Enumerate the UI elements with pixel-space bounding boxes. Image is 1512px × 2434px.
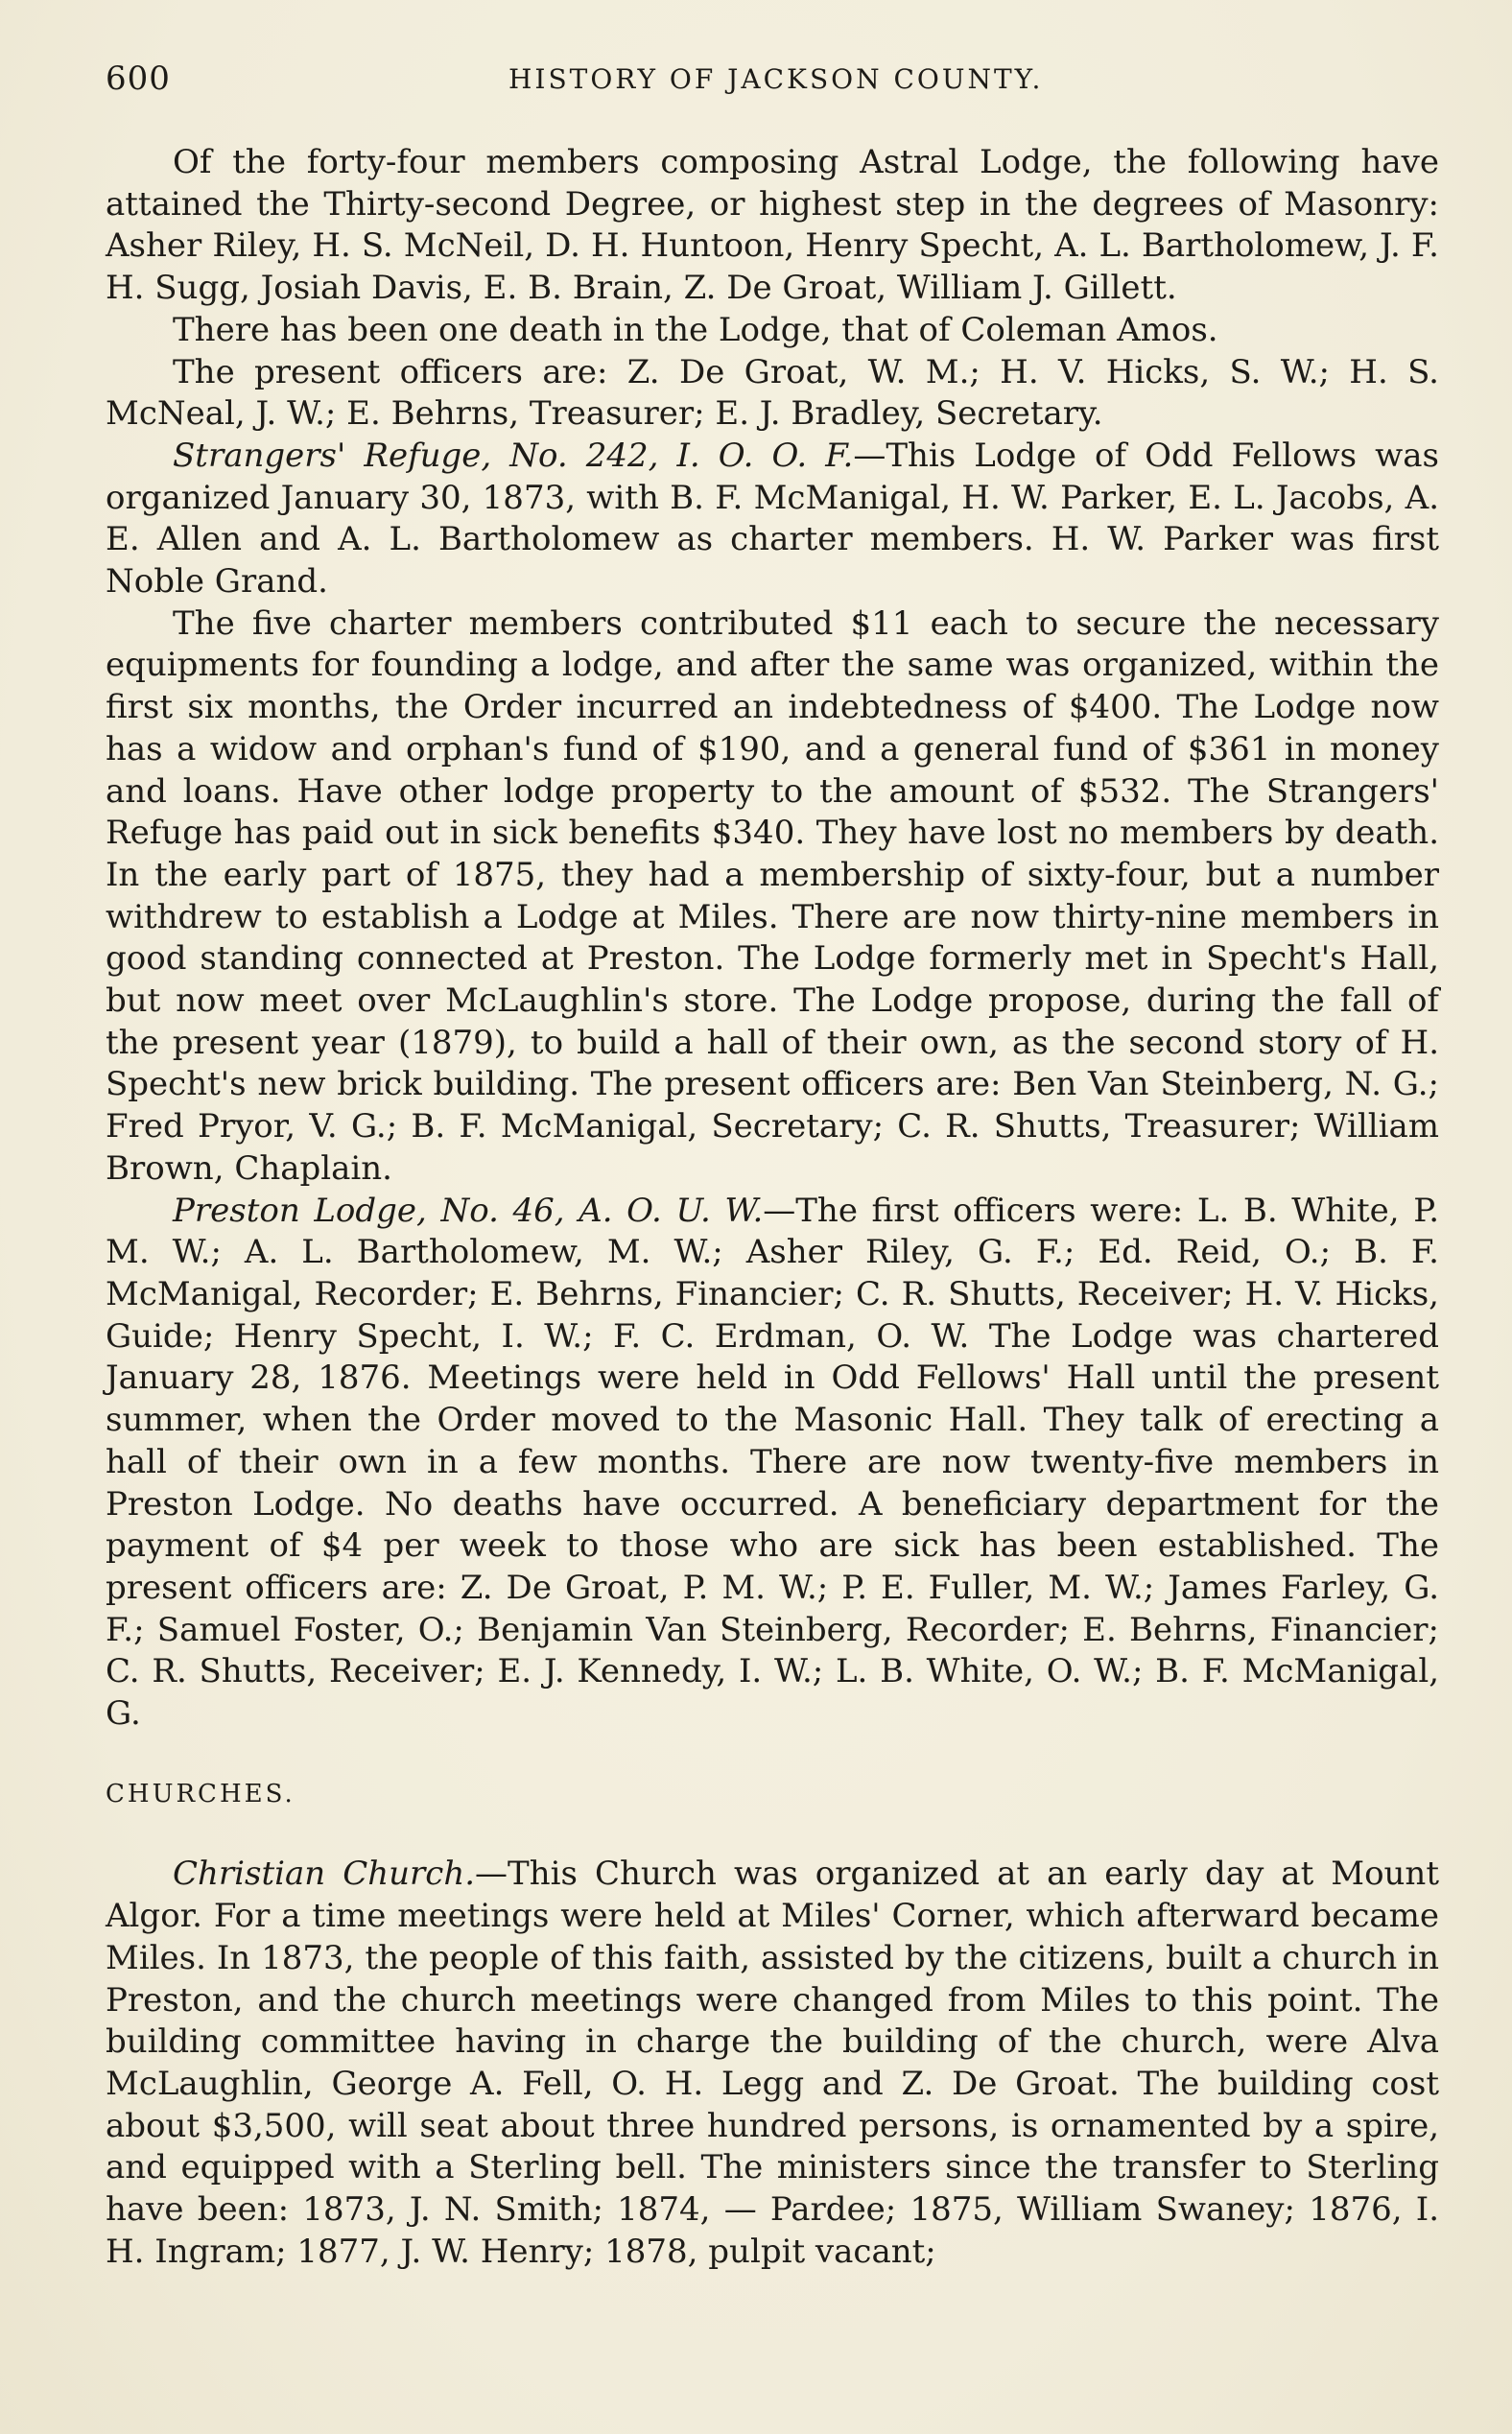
paragraph-astral-officers: The present officers are: Z. De Groat, W. M.; H. V. Hicks, S. W.; H. S. McNeal, J. W.; E. Behrns, Treasurer; E. J. Bradley, Secretary. bbox=[106, 352, 1439, 434]
paragraph-christian-church bbox=[106, 1854, 1439, 2273]
preston-lodge-title: Preston Lodge, No. 46, A. O. U. W. bbox=[173, 1191, 764, 1230]
paragraph-charter-members-funds: The five charter members contributed $11 each to secure the necessary equipments for founding a lodge, and after the same was organized, within the first six months, the Order incurred an indebtedness of $400. The Lodge now has a widow and orphan's fund of $190, and a general fund of $361 in money and loans. Have other lodge property to the amount of $532. The Strangers' Refuge has paid out in sick benefits $340. They have lost no members by death. In the early part of 1875, they had a membership of sixty-four, but a number withdrew to establish a Lodge at Miles. There are now thirty-nine members in good standing connected at Preston. The Lodge formerly met in Specht's Hall, but now meet over McLaughlin's store. The Lodge propose, during the fall of the present year (1879), to build a hall of their own, as the second story of H. Specht's new brick building. The present officers are: Ben Van Steinberg, N. G.; Fred Pryor, V. G.; B. F. McManigal, Secretary; C. R. Shutts, Treasurer; William Brown, Chaplain. bbox=[106, 603, 1439, 1188]
paragraph-lodge-death: There has been one death in the Lodge, that of Coleman Amos. bbox=[173, 310, 1218, 349]
section-heading-churches: CHURCHES. bbox=[106, 1779, 295, 1808]
paragraph-preston-lodge bbox=[106, 1191, 1439, 1736]
page-number: 600 bbox=[106, 59, 171, 98]
page-body bbox=[106, 142, 1439, 2273]
paragraph-strangers-refuge bbox=[106, 436, 1439, 603]
christian-church-text: —This Church was organized at an early day at Mount Algor. For a time meetings were held at Miles' Corner, which afterward became Miles. In 1873, the people of this faith, assisted by the citizens, built a church in Preston, and the church meetings were changed from Miles to this point. The building committee having in charge the building of the church, were Alva McLaughlin, George A. Fell, O. H. Legg and Z. De Groat. The building cost about $3,500, will seat about three hundred persons, is ornamented by a spire, and equipped with a Sterling bell. The ministers since the transfer to Sterling have been: 1873, J. N. Smith; 1874, — Pardee; 1875, William Swaney; 1876, I. H. Ingram; 1877, J. W. Henry; 1878, pulpit vacant; bbox=[106, 1855, 1439, 2271]
preston-lodge-text: —The first officers were: L. B. White, P. M. W.; A. L. Bartholomew, M. W.; Asher Riley, G. F.; Ed. Reid, O.; B. F. McManigal, Recorder; E. Behrns, Financier; C. R. Shutts, Receiver; H. V. Hicks, Guide; Henry Specht, I. W.; F. C. Erdman, O. W. The Lodge was chartered January 28, 1876. Meetings were held in Odd Fellows' Hall until the present summer, when the Order moved to the Masonic Hall. They talk of erecting a hall of their own in a few months. There are now twenty-five members in Preston Lodge. No deaths have occurred. A beneficiary department for the payment of $4 per week to those who are sick has been established. The present officers are: Z. De Groat, P. M. W.; P. E. Fuller, M. W.; James Farley, G. F.; Samuel Foster, O.; Benjamin Van Steinberg, Recorder; E. Behrns, Financier; C. R. Shutts, Receiver; E. J. Kennedy, I. W.; L. B. White, O. W.; B. F. McManigal, G. bbox=[106, 1191, 1439, 1734]
strangers-refuge-text: —This Lodge of Odd Fellows was organized January 30, 1873, with B. F. McManigal, H. W. Parker, E. L. Jacobs, A. E. Allen and A. L. Bartholomew as charter members. H. W. Parker was first Noble Grand. bbox=[106, 436, 1439, 602]
running-title: HISTORY OF JACKSON COUNTY. bbox=[508, 63, 1044, 95]
paragraph-astral-lodge-degrees: Of the forty-four members composing Astral Lodge, the following have attained the Thirty-second Degree, or highest step in the degrees of Masonry: Asher Riley, H. S. McNeil, D. H. Huntoon, Henry Specht, A. L. Bartholomew, J. F. H. Sugg, Josiah Davis, E. B. Brain, Z. De Groat, William J. Gillett. bbox=[106, 143, 1439, 308]
strangers-refuge-title: Strangers' Refuge, No. 242, I. O. O. F. bbox=[173, 436, 854, 475]
page-header bbox=[106, 59, 1439, 107]
christian-church-title: Christian Church. bbox=[173, 1855, 476, 1894]
